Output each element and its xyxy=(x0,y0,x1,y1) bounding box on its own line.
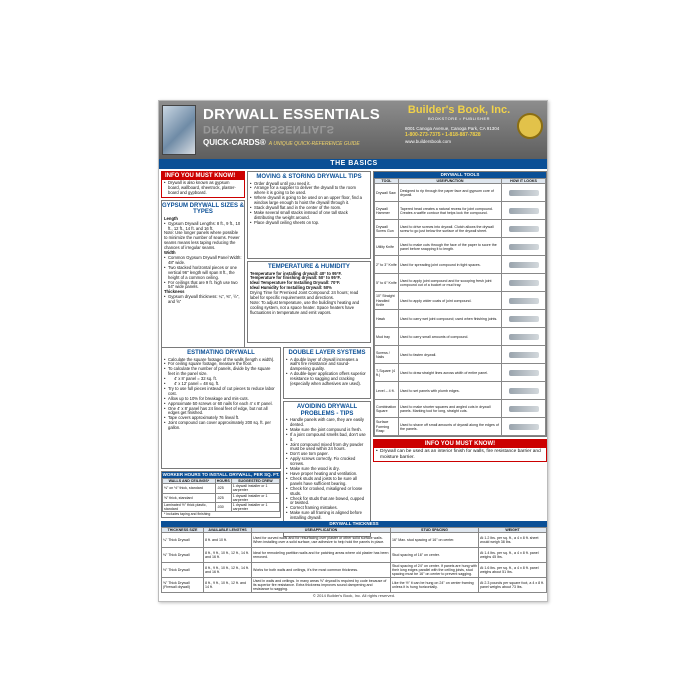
list-item: • Gypsum drywall thickness: ¼", ⅜", ½", and ⅝" xyxy=(164,295,242,305)
double-layer-title: DOUBLE LAYER SYSTEMS xyxy=(288,350,366,356)
table-row xyxy=(163,503,280,512)
cell: Ideal for remodeling partition walls and for patching areas where old plaster has been removed. xyxy=(252,548,391,563)
publisher-phone: 1-800-273-7375 • 1-818-887-7828 xyxy=(405,132,481,138)
list-item: • Stack drywall flat and in the center of the room. xyxy=(250,206,368,211)
tool-use: Used to fasten drywall. xyxy=(399,346,502,364)
temp-line: Drying Time for Premixed Joint Compound: 24 hours; read label for specific requirements and directions. xyxy=(250,290,359,301)
tool-name: Drywall Saw xyxy=(375,184,399,202)
list-item: • Make sure the joint compound is fresh. xyxy=(286,428,368,433)
tips-column xyxy=(283,347,371,537)
estimating-box xyxy=(161,347,281,469)
cell: Like the ½" it can be hung on 24" on center framing unless it is hung horizontally. xyxy=(391,578,479,593)
table-header: USE/FUNCTION xyxy=(399,179,502,184)
table-row xyxy=(375,310,546,328)
cell: .025 xyxy=(215,493,231,502)
list-item: • Make sure all framing is aligned before installing drywall. xyxy=(286,511,368,521)
table-row xyxy=(163,493,280,502)
list-item: • To calculate the number of panels, divide by the square feet in the panel size. xyxy=(164,367,278,377)
cell: ⅜" on ½" thick, standard xyxy=(163,484,216,493)
table-row xyxy=(375,292,546,310)
info-box-2 xyxy=(373,439,547,462)
cell: At 2.3 pounds per square foot, a 4 x 8 ft. panel weighs about 73 lbs. xyxy=(479,578,547,593)
list-item: • For ceiling square footage, measure the floor. xyxy=(164,362,278,367)
tool-image-icon xyxy=(502,220,546,238)
tool-use: Used to draw straight lines across width of entire panel. xyxy=(399,364,502,382)
tool-name: 2" to 3" Knife xyxy=(375,256,399,274)
cell: Used for curved walls and for resurfacing over plaster or other solid surface walls. When installing over a solid surface, use adhesive to help hold the panels in place. xyxy=(252,533,391,548)
cell: .030 xyxy=(215,503,231,512)
list-item: • Place drywall ceiling sheets on top. xyxy=(250,221,368,226)
table-row xyxy=(375,274,546,292)
tool-name: Drywall Screw Gun xyxy=(375,220,399,238)
list-item: • Check for studs that are bowed, cupped or twisted. xyxy=(286,497,368,507)
tool-use: Used to carry small amounts of compound. xyxy=(399,328,502,346)
table-row xyxy=(162,578,547,593)
tool-image-icon xyxy=(502,202,546,220)
tool-use: Used to apply wider coats of joint compound. xyxy=(399,292,502,310)
thickness-title: DRYWALL THICKNESS xyxy=(161,521,547,527)
tool-image-icon xyxy=(502,274,546,292)
table-row xyxy=(375,328,546,346)
tool-image-icon xyxy=(502,328,546,346)
temp-line: Temperature for installing drywall: 40° to 95°F. xyxy=(250,270,342,276)
tools-title: DRYWALL TOOLS xyxy=(374,172,546,178)
cell: 1 drywall installer or 1 carpenter xyxy=(231,484,279,493)
list-item: • Check studs and joists to be sure all panels have sufficient bearing. xyxy=(286,477,368,487)
double-layer-box xyxy=(283,347,371,399)
table-row xyxy=(375,382,546,400)
tool-image-icon xyxy=(502,184,546,202)
temp-title: TEMPERATURE & HUMIDITY xyxy=(268,264,350,270)
list-item: • Order drywall until you need it. xyxy=(250,182,368,187)
gypsum-box xyxy=(161,200,245,350)
temp-note: Note: To adjust temperature, use the building's heating and cooling system, not a space heater. Space heaters have fluctuations in temperature and emit vapors. xyxy=(250,299,360,315)
gypsum-title: GYPSUM DRYWALL SIZES & TYPES xyxy=(162,202,245,216)
table-header: HOURS xyxy=(216,479,230,483)
table-row xyxy=(162,563,547,578)
list-item: • For ceilings that are 9 ft. high use two 54" wide panels. xyxy=(164,281,242,291)
list-item: • 4' x 8' panel = 32 sq. ft. xyxy=(164,377,278,382)
list-item: • Check for crooked, misaligned or loose studs. xyxy=(286,487,368,497)
tool-use: Used for spreading joint compound in tight spaces. xyxy=(399,256,502,274)
tools-box xyxy=(373,171,547,437)
temp-line: Ideal Humidity for Installing Drywall: 50% xyxy=(250,285,332,291)
tool-use: Used to make shorter squares and angled cuts in drywall panels. Marking tool for long, straight cuts. xyxy=(399,400,502,418)
table-row xyxy=(375,256,546,274)
tool-image-icon xyxy=(502,310,546,328)
cell: 8 ft., 9 ft., 10 ft., 12 ft., 14 ft. and 16 ft. xyxy=(204,548,252,563)
temp-box xyxy=(247,261,371,343)
list-item: • Arrange for a supplier to deliver the drywall to the room where it is going to be used. xyxy=(250,186,368,196)
list-item: • Have proper heating and ventilation. xyxy=(286,472,368,477)
cell: Used in walls and ceilings. In many areas ⅝" drywall is required by code because of its superior fire resistance. Extra thickness improves sound dampening and resistance to sagging. xyxy=(252,578,391,593)
quick-cards-label: QUICK-CARDS® A UNIQUE QUICK-REFERENCE GUIDE xyxy=(203,138,360,147)
publisher-sub: BOOKSTORE • PUBLISHER xyxy=(427,116,491,121)
tool-use: Used to apply joint compound and for scooping fresh joint compound out of a bucket or mud tray. xyxy=(399,274,502,292)
table-header: THICKNESS SIZE xyxy=(162,528,204,533)
tool-name: Utility Knife xyxy=(375,238,399,256)
worker-hours-table xyxy=(162,478,280,512)
list-item: • Handle panels with care, they are easily dented. xyxy=(286,418,368,428)
tool-name: Surface Forming Rasp xyxy=(375,418,399,436)
length-heading: Length xyxy=(164,215,178,221)
table-header: SUGGESTED CREW xyxy=(231,479,279,484)
width-heading: Width xyxy=(164,250,176,256)
table-row xyxy=(375,364,546,382)
tool-name: T-Square (4 ft.) xyxy=(375,364,399,382)
tool-name: Drywall Hammer xyxy=(375,202,399,220)
cell: Works for both walls and ceilings, it's the most common thickness. xyxy=(252,563,391,578)
publisher-logo-icon xyxy=(517,113,543,139)
list-item: • A double-layer application offers superior resistance to sagging and cracking (especially when adhesives are used). xyxy=(286,372,368,387)
list-item: • Don't use torn paper. xyxy=(286,452,368,457)
list-item: • 4' x 12' panel = 48 sq. ft. xyxy=(164,382,278,387)
tool-image-icon xyxy=(502,292,546,310)
table-row xyxy=(375,184,546,202)
thickness-section xyxy=(161,521,547,593)
tool-name: 10" Straight Handled Knife xyxy=(375,292,399,310)
tool-image-icon xyxy=(502,382,546,400)
list-item: • Gypsum Drywall Lengths: 8 ft., 9 ft., 10 ft., 12 ft., 14 ft. and 16 ft. xyxy=(164,222,242,232)
list-item: • Allow up to 10% for breakage and mis-cuts. xyxy=(164,397,278,402)
tool-use: Used to set panels with plumb edges. xyxy=(399,382,502,400)
temp-line: Ideal Temperature for Installing Drywall: 70°F. xyxy=(250,280,341,286)
drywall-photo xyxy=(162,105,196,155)
table-row xyxy=(163,484,280,493)
header-banner xyxy=(159,101,548,159)
avoiding-box xyxy=(283,401,371,537)
card-title: DRYWALL ESSENTIALS xyxy=(203,106,381,123)
info-title-2: INFO YOU MUST KNOW! xyxy=(374,440,546,448)
list-item: • Common Gypsum Drywall Panel Width: 48" wide. xyxy=(164,256,242,266)
worker-hours-title: WORKER HOURS TO INSTALL DRYWALL, PER SQ. FT. xyxy=(162,472,280,477)
table-header: STUD SPACING xyxy=(391,528,479,533)
tool-name: Screws / Nails xyxy=(375,346,399,364)
moving-box xyxy=(247,171,371,259)
cell: 1 drywall installer or 1 carpenter xyxy=(231,503,279,512)
table-row xyxy=(375,418,546,436)
cell: ⅝" Thick Drywall (Firewall drywall) xyxy=(162,578,204,593)
avoiding-title: AVOIDING DRYWALL PROBLEMS - TIPS xyxy=(296,404,358,417)
section-title: THE BASICS xyxy=(159,159,548,169)
list-item: • Try to use full pieces instead of cut pieces to reduce labor cost. xyxy=(164,387,278,397)
cell: 8 ft. and 10 ft. xyxy=(204,533,252,548)
info-title: INFO YOU MUST KNOW! xyxy=(162,172,244,180)
publisher-name: Builder's Book, Inc. xyxy=(407,104,511,116)
tools-column xyxy=(373,171,547,462)
table-header: HOW IT LOOKS xyxy=(502,179,546,184)
table-header: AVAILABLE LENGTHS xyxy=(204,528,252,533)
cell: Stud spacing of 24" on center. If panels are hung with their long edges parallel with the ceiling joists, stud spacing must be 16" on center to prevent sagging. xyxy=(392,563,477,577)
column-left xyxy=(161,171,245,350)
table-row xyxy=(162,548,547,563)
table-row xyxy=(375,346,546,364)
list-item: • Apply screws correctly. Fix crooked screws. xyxy=(286,457,368,467)
quick-card xyxy=(158,100,548,602)
copyright: © 2014 Builder's Book, Inc. All rights reserved. xyxy=(312,593,396,598)
table-header: WALLS AND CEILINGS* xyxy=(163,479,216,484)
cell: Stud spacing of 16" on center. xyxy=(391,548,479,563)
column-middle xyxy=(247,171,371,343)
cell: 8 ft., 9 ft., 10 ft., 12 ft., 14 ft. and 16 ft. xyxy=(204,563,252,578)
table-header: WEIGHT xyxy=(479,528,547,533)
publisher-web: www.buildersbook.com xyxy=(405,139,452,144)
table-header: USE/APPLICATION xyxy=(252,528,391,533)
list-item: • Two stacked horizontal pieces or one vertical 96" length will span 8 ft., the height of a common ceiling. xyxy=(164,266,242,281)
tool-image-icon xyxy=(502,256,546,274)
cell: .025 xyxy=(215,484,231,493)
cell: At 1.2 lbs. per sq. ft., a 4 x 8 ft. sheet would weigh 38 lbs. xyxy=(479,533,547,548)
thickness-table xyxy=(161,527,547,593)
list-item: • Approximate 50 screws or 60 nails for each 4' x 8' panel. xyxy=(164,402,278,407)
title-reflection: DRYWALL ESSENTIALS xyxy=(203,123,335,135)
list-item: • Joint compound mixed from dry powder must be used within 24 hours. xyxy=(286,443,368,453)
worker-note: * includes taping and finishing xyxy=(164,512,211,517)
cell: 8 ft., 9 ft., 10 ft., 12 ft. and 14 ft. xyxy=(204,578,252,593)
tool-use: Used to make cuts through the face of the paper to score the panel before snapping it to length. xyxy=(399,238,502,256)
tool-image-icon xyxy=(502,238,546,256)
tool-use: Used to drive screws into drywall. Clutch allows the drywall screw to go just below the surface of the drywall sheet. xyxy=(399,220,502,238)
table-row xyxy=(375,238,546,256)
list-item: • Joint compound can cover approximately 200 sq. ft. per gallon. xyxy=(164,421,278,431)
cell: 16" Max. stud spacing of 16" on center. xyxy=(391,533,479,548)
table-row xyxy=(375,400,546,418)
list-item: • If a joint compound smells bad, don't use it. xyxy=(286,433,368,443)
temp-line: Temperature for finishing drywall: 50° to 95°F. xyxy=(250,275,341,281)
moving-title: MOVING & STORING DRYWALL TIPS xyxy=(256,174,362,180)
list-item: • Correct framing mistakes. xyxy=(286,506,368,511)
info-box-1 xyxy=(161,171,245,198)
tool-name: Level – 4 ft. xyxy=(375,382,399,400)
table-header: TOOL xyxy=(375,179,399,184)
publisher-address: 8001 Canoga Avenue, Canoga Park, CA 91304 xyxy=(405,126,500,131)
table-row xyxy=(375,202,546,220)
tool-use: Designed to rip through the paper face and gypsum core of drywall. xyxy=(399,184,502,202)
info-item: • Drywall can be used as an interior finish for walls, fire resistance barrier and moisture barrier. xyxy=(376,449,544,460)
tool-name: Hawk xyxy=(375,310,399,328)
cell: At 1.4 lbs. per sq. ft., a 4 x 8 ft. panel weighs 45 lbs. xyxy=(479,548,547,563)
tool-name: 5" to 6" Knife xyxy=(375,274,399,292)
worker-hours-box xyxy=(161,471,281,518)
tool-use: Tapered head creates a natural recess for joint compound. Creates a waffle contour that helps lock the compound. xyxy=(399,202,502,220)
list-item: • One 4' x 8' panel has 24 lineal feet of edge, but not all edges get finished. xyxy=(164,407,278,417)
tool-name: Combination Square xyxy=(375,400,399,418)
list-item: • Calculate the square footage of the walls (length x width). xyxy=(164,358,278,363)
info-item: • Drywall is also known as gypsum board, wallboard, sheetrock, plaster-board and gypboard. xyxy=(164,181,242,196)
cell: ½" Thick Drywall xyxy=(162,563,204,578)
tool-image-icon xyxy=(502,418,546,436)
list-item: • A double layer of drywall increases a wall's fire resistance and sound-dampening quality. xyxy=(286,358,368,373)
tool-image-icon xyxy=(502,346,546,364)
tool-name: Mud tray xyxy=(375,328,399,346)
thickness-heading: Thickness xyxy=(164,289,185,295)
tool-image-icon xyxy=(502,400,546,418)
list-item: • Make sure the wood is dry. xyxy=(286,467,368,472)
estimating-column xyxy=(161,347,281,518)
cell: ¼" Thick Drywall xyxy=(162,533,204,548)
table-row xyxy=(375,220,546,238)
cell: ⅜" Thick Drywall xyxy=(162,548,204,563)
tools-table xyxy=(374,178,546,436)
cell: At 1.6 lbs. per sq. ft., a 4 x 8 ft. panel weighs about 51 lbs. xyxy=(479,563,547,578)
list-item: • Make several small stacks instead of one tall stack distributing the weight around. xyxy=(250,211,368,221)
list-item: • Where drywall is going to be used on an upper floor, find a window large enough to hoist the drywall through it. xyxy=(250,196,368,206)
table-row xyxy=(162,533,547,548)
note-text: Note: Use longer panels where possible to minimize the number of seams. Fewer seams means less taping reducing the chances of irregular seams. xyxy=(164,230,240,251)
cell: ⅝" thick, standard xyxy=(163,493,216,502)
list-item: • Tape covers approximately 76 lineal ft. xyxy=(164,416,278,421)
tool-use: Used to carry wet joint compound; used when finishing joints. xyxy=(399,310,502,328)
cell: 1 drywall installer or 1 carpenter xyxy=(231,493,279,502)
cell: Laminated ½" thick plastic, standard xyxy=(163,503,216,512)
estimating-title: ESTIMATING DRYWALL xyxy=(187,350,255,356)
publisher-block xyxy=(405,104,513,144)
tool-image-icon xyxy=(502,364,546,382)
tool-use: Used to shave off small amounts of drywall along the edges of the panels. xyxy=(399,418,502,436)
